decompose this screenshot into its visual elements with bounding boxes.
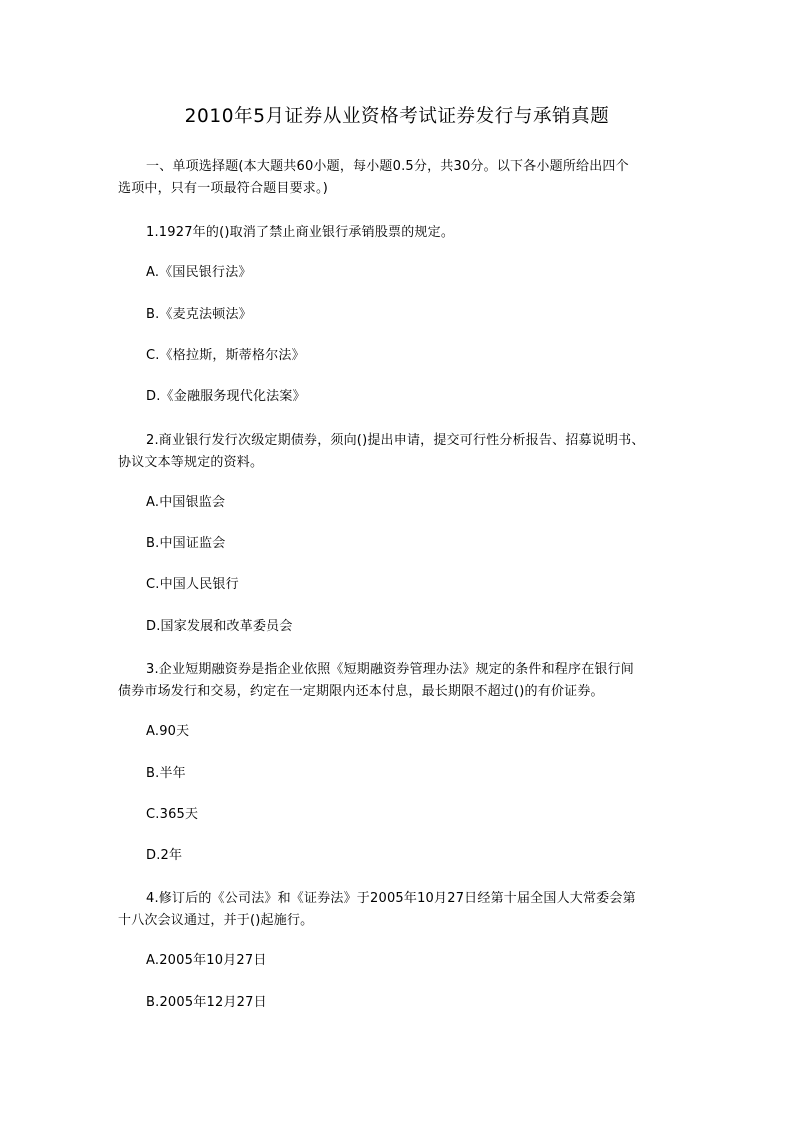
section-instructions — [118, 156, 680, 200]
question-2-option-d: D.国家发展和改革委员会 — [146, 619, 293, 634]
question-3-option-c: C.365天 — [146, 807, 199, 822]
question-1-stem — [118, 222, 680, 244]
question-1-option-b: B.《麦克法顿法》 — [146, 307, 252, 322]
question-stem-line: 十八次会议通过，并于()起施行。 — [118, 913, 314, 928]
question-4-stem — [118, 888, 680, 932]
section-line: 选项中，只有一项最符合题目要求。) — [118, 181, 328, 196]
question-stem-line: 债券市场发行和交易，约定在一定期限内还本付息，最长期限不超过()的有价证券。 — [118, 684, 604, 699]
question-2-stem — [118, 430, 680, 474]
question-2-option-c: C.中国人民银行 — [146, 577, 239, 592]
question-2-option-b: B.中国证监会 — [146, 536, 226, 551]
question-1-option-c: C.《格拉斯，斯蒂格尔法》 — [146, 348, 305, 363]
question-1-option-a: A.《国民银行法》 — [146, 265, 252, 280]
question-stem-line: 协议文本等规定的资料。 — [118, 455, 264, 470]
question-3-option-a: A.90天 — [146, 724, 190, 739]
question-3-stem — [118, 659, 680, 703]
question-stem-line: 2.商业银行发行次级定期债券，须向()提出申请，提交可行性分析报告、招募说明书、 — [146, 433, 645, 448]
question-3-option-b: B.半年 — [146, 766, 186, 781]
question-stem-line: 1.1927年的()取消了禁止商业银行承销股票的规定。 — [146, 225, 455, 240]
question-2-option-a: A.中国银监会 — [146, 495, 226, 510]
section-line: 一、单项选择题(本大题共60小题，每小题0.5分，共30分。以下各小题所给出四个 — [146, 159, 629, 174]
question-stem-line: 4.修订后的《公司法》和《证券法》于2005年10月27日经第十届全国人大常委会第 — [146, 891, 636, 906]
question-stem-line: 3.企业短期融资券是指企业依照《短期融资券管理办法》规定的条件和程序在银行间 — [146, 662, 635, 677]
question-1-option-d: D.《金融服务现代化法案》 — [146, 389, 306, 404]
question-4-option-a: A.2005年10月27日 — [146, 953, 267, 968]
document-title: 2010年5月证券从业资格考试证券发行与承销真题 — [184, 106, 610, 127]
question-3-option-d: D.2年 — [146, 848, 183, 863]
question-4-option-b: B.2005年12月27日 — [146, 995, 267, 1010]
